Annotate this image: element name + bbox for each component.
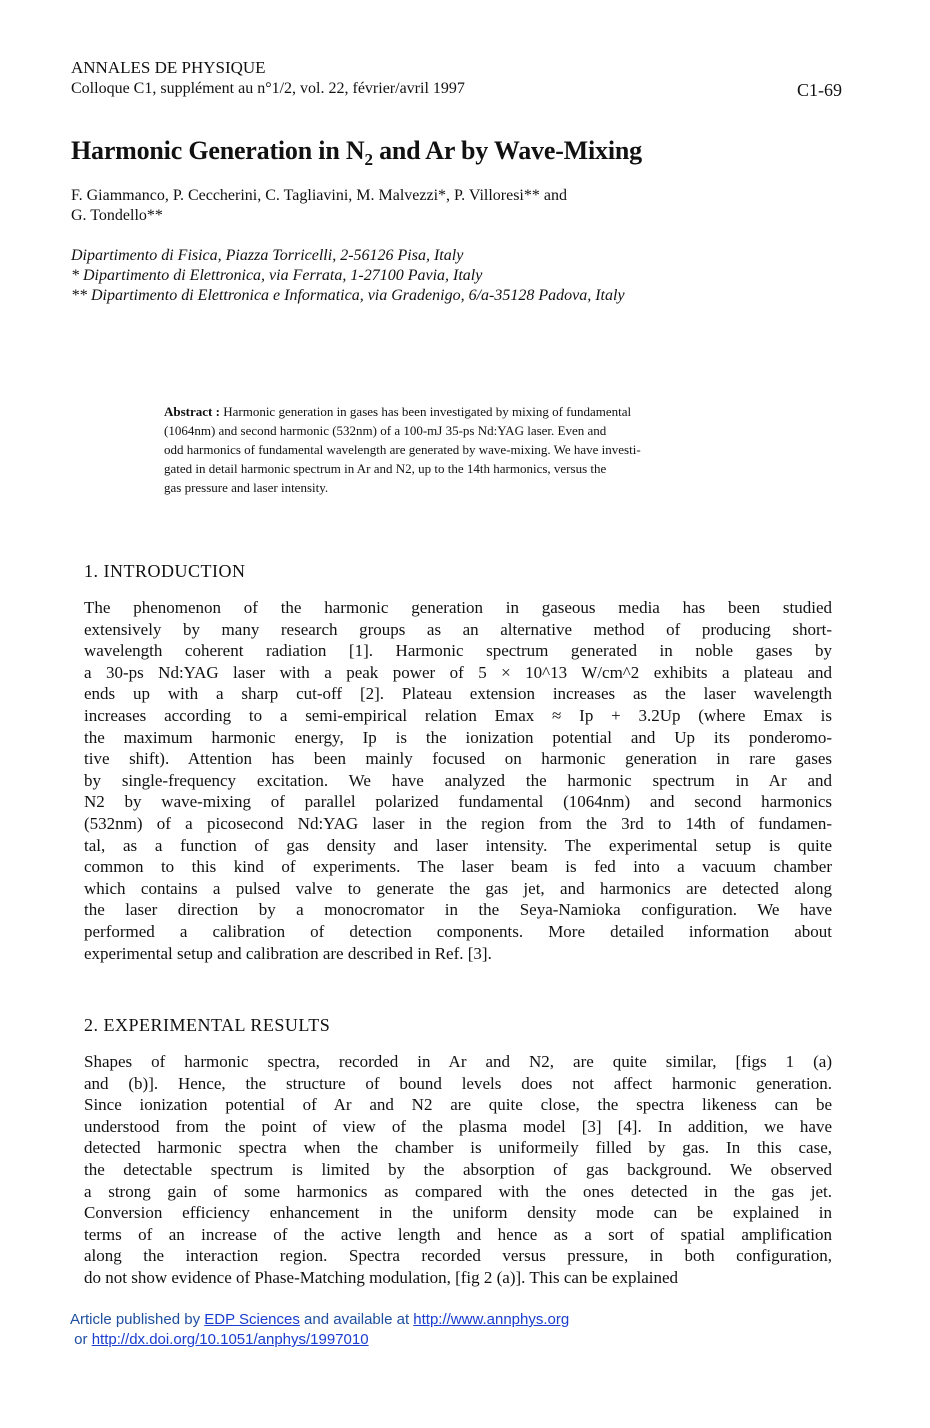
- body-line: tive shift). Attention has been mainly focused on harmonic generation in rare gases: [84, 749, 832, 769]
- body-line: detected harmonic spectra when the chamber is uniformeily filled by gas. In this case,: [84, 1138, 832, 1158]
- title-subscript: 2: [364, 150, 373, 170]
- body-line: terms of an increase of the active length and hence as a sort of spatial amplification: [84, 1224, 832, 1244]
- body-line: N2 by wave-mixing of parallel polarized fundamental (1064nm) and second harmonics: [84, 792, 832, 812]
- body-line: experimental setup and calibration are described in Ref. [3].: [84, 943, 492, 963]
- abstract: [164, 402, 834, 497]
- body-line: understood from the point of view of the plasma model [3] [4]. In addition, we have: [84, 1116, 832, 1136]
- body-line: the detectable spectrum is limited by the absorption of gas background. We observed: [84, 1159, 832, 1179]
- affiliations: [71, 246, 625, 306]
- doi-link[interactable]: http://dx.doi.org/10.1051/anphys/1997010: [91, 1331, 369, 1348]
- body-line: a strong gain of some harmonics as compared with the ones detected in the gas jet.: [84, 1181, 832, 1201]
- section-heading-introduction: 1. INTRODUCTION: [84, 561, 246, 581]
- publication-footer: [70, 1310, 569, 1350]
- title-part-2: and Ar by Wave-Mixing: [372, 136, 642, 165]
- footer-middle: and available at: [299, 1311, 414, 1328]
- body-line: the maximum harmonic energy, Ip is the ionization potential and Up its ponderomo-: [84, 727, 832, 747]
- body-line: tal, as a function of gas density and laser intensity. The experimental setup is quite: [84, 835, 832, 855]
- body-line: increases according to a semi-empirical relation Emax ≈ Ip + 3.2Up (where Emax is: [84, 705, 832, 725]
- body-line: Conversion efficiency enhancement in the uniform density mode can be explained in: [84, 1203, 832, 1223]
- abstract-line: [164, 402, 834, 421]
- abstract-text: Harmonic generation in gases has been investigated by mixing of fundamental: [219, 404, 632, 419]
- footer-line: [70, 1310, 569, 1330]
- journal-name: ANNALES DE PHYSIQUE: [71, 58, 266, 77]
- annphys-link[interactable]: http://www.annphys.org: [413, 1311, 570, 1328]
- body-line: ends up with a sharp cut-off [2]. Plateau extension increases as the laser wavelength: [84, 684, 832, 704]
- footer-or: or: [74, 1331, 92, 1348]
- results-body: [84, 1051, 832, 1289]
- body-line: which contains a pulsed valve to generate the gas jet, and harmonics are detected along: [84, 878, 832, 898]
- journal-issue: Colloque C1, supplément au n°1/2, vol. 22, février/avril 1997: [71, 80, 465, 97]
- body-line: by single-frequency excitation. We have analyzed the harmonic spectrum in Ar and: [84, 770, 832, 790]
- abstract-line: odd harmonics of fundamental wavelength are generated by wave-mixing. We have investi-: [164, 442, 641, 457]
- author-list: [71, 186, 567, 226]
- footer-prefix: Article published by: [70, 1311, 205, 1328]
- publisher-link[interactable]: EDP Sciences: [204, 1311, 300, 1328]
- abstract-line: (1064nm) and second harmonic (532nm) of a 100-mJ 35-ps Nd:YAG laser. Even and: [164, 423, 607, 438]
- body-line: and (b)]. Hence, the structure of bound levels does not affect harmonic generation.: [84, 1073, 832, 1093]
- author-line: F. Giammanco, P. Ceccherini, C. Tagliavini, M. Malvezzi*, P. Villoresi** and: [71, 187, 567, 204]
- abstract-label: Abstract :: [164, 404, 220, 419]
- title-part-1: Harmonic Generation in N: [71, 136, 365, 165]
- body-line: The phenomenon of the harmonic generation in gaseous media has been studied: [84, 598, 832, 617]
- introduction-body: [84, 597, 832, 964]
- body-line: (532nm) of a picosecond Nd:YAG laser in the region from the 3rd to 14th of fundamen-: [84, 813, 832, 833]
- page-number: C1-69: [797, 80, 842, 100]
- author-line: G. Tondello**: [71, 207, 163, 224]
- paper-title: [71, 136, 642, 170]
- body-line: along the interaction region. Spectra recorded versus pressure, in both configuration,: [84, 1246, 832, 1266]
- body-line: common to this kind of experiments. The laser beam is fed into a vacuum chamber: [84, 857, 832, 877]
- body-line: a 30-ps Nd:YAG laser with a peak power of 5 × 10^13 W/cm^2 exhibits a plateau and: [84, 662, 832, 682]
- section-heading-results: 2. EXPERIMENTAL RESULTS: [84, 1015, 331, 1035]
- body-line: Shapes of harmonic spectra, recorded in Ar and N2, are quite similar, [figs 1 (a): [84, 1052, 832, 1071]
- body-line: extensively by many research groups as an alternative method of producing short-: [84, 619, 832, 639]
- affiliation: Dipartimento di Fisica, Piazza Torricelli, 2-56126 Pisa, Italy: [71, 247, 464, 264]
- body-line: do not show evidence of Phase-Matching modulation, [fig 2 (a)]. This can be explained: [84, 1267, 679, 1287]
- body-line: Since ionization potential of Ar and N2 are quite close, the spectra likeness can be: [84, 1095, 832, 1115]
- body-line: the laser direction by a monocromator in the Seya-Namioka configuration. We have: [84, 900, 832, 920]
- abstract-line: gated in detail harmonic spectrum in Ar and N2, up to the 14th harmonics, versus the: [164, 461, 607, 476]
- abstract-line: gas pressure and laser intensity.: [164, 480, 329, 495]
- affiliation: * Dipartimento di Elettronica, via Ferrata, 1-27100 Pavia, Italy: [71, 267, 483, 284]
- footer-line: [70, 1330, 569, 1350]
- affiliation: ** Dipartimento di Elettronica e Informatica, via Gradenigo, 6/a-35128 Padova, Italy: [71, 287, 625, 304]
- body-line: wavelength coherent radiation [1]. Harmonic spectrum generated in noble gases by: [84, 641, 832, 661]
- body-line: performed a calibration of detection components. More detailed information about: [84, 921, 832, 941]
